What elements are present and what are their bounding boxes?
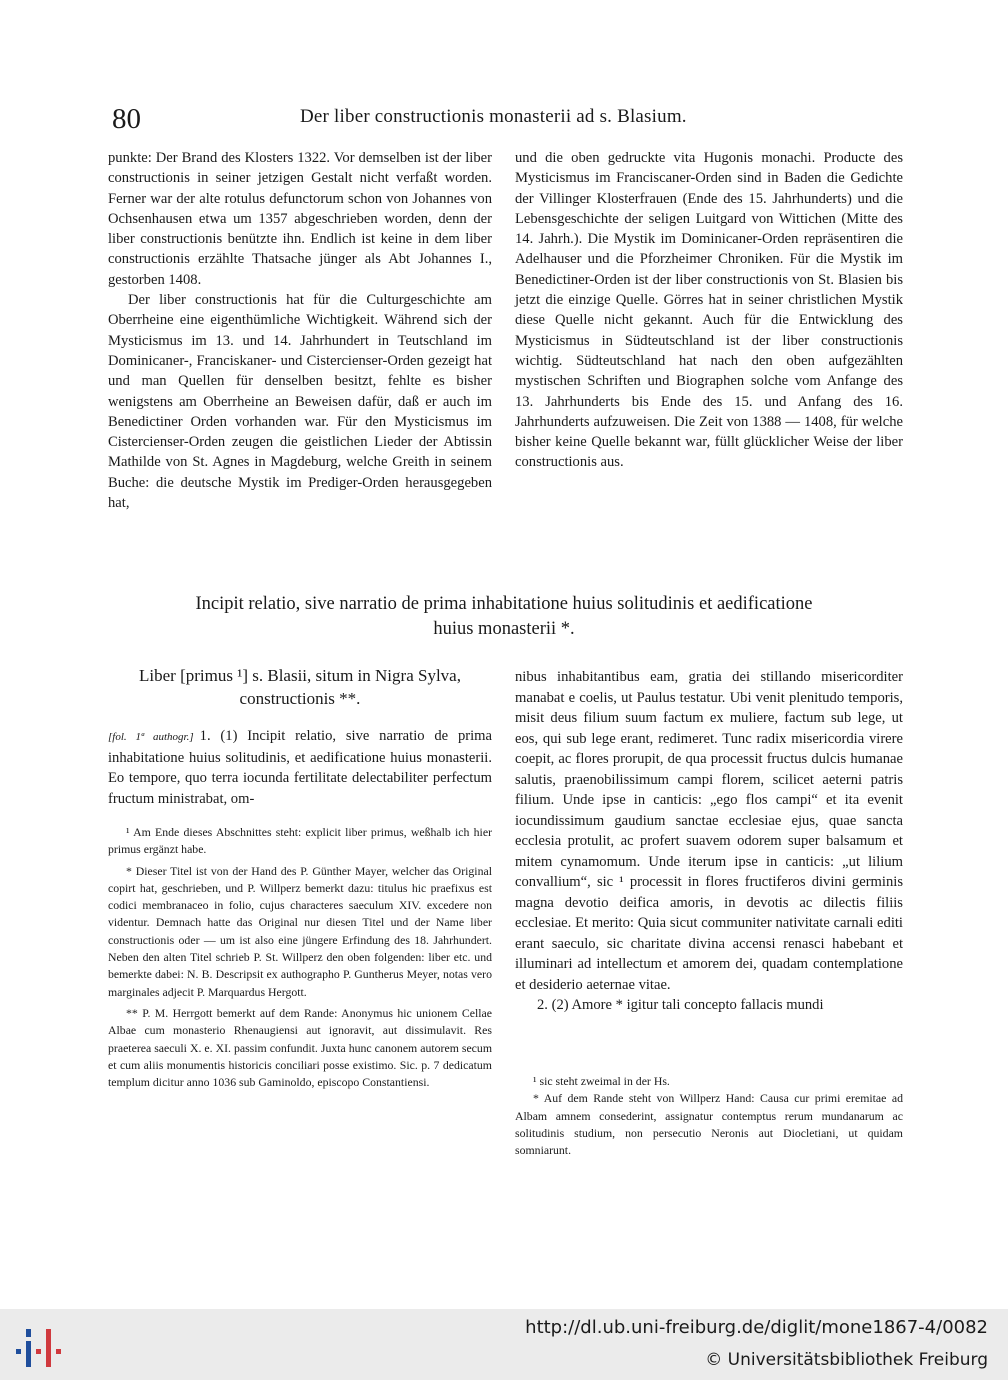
latin-paragraph: nibus inhabitantibus eam, gratia dei stillando misericorditer manabat e coelis, ut Paulus testatur. Ubi venit plenitudo temporis, misit deus filium suum factum ex muliere, factum sub lege, ut eos, qui sub lege erant, redimeret. Tunc radix misericordia virere coepit, ac flores prorupit, de qua processit fructus dulcis humanae salutis, praenobilissimum campi florem, scilicet aeterni patris filium. Unde ipse in canticis: „ego flos campi“ et ita evenit iocundissimum gaudium sanctae ecclesiae ejus, quae sancta ecclesia protulit, ac profert suavem odorem super balsamum et mitem cynamomum. Unde iterum ipse in canticis: „ut lilium convallium“, sic ¹ processit in flores fructiferos divini germinis magna devotio deifica amoris, in devotis ac dilectis filiis ecclesiae. Et merito: Quia sicut communiter nativitate carnali editi erant saeculo, sic charitate divina accensi renasci habebant et illuminari ad intellectum et amorem dei, quadam contemplatione et desiderio aeternae vitae. bbox=[515, 669, 903, 993]
footnote: ** P. M. Herrgott bemerkt auf dem Rande: Anonymus hic unionem Cellae Albae cum monasterio Rhenaugiensi aut ignoravit, aut dissimulavit. Res praeterea saeculi X. e. XI. passim confundit. Juxta hunc canonem autorem secum et cum aliis monumentis historicis conciliari posse existimo. Sic. p. 7 dedicatum templum dicitur anno 1036 sub Gaminoldo, episcopo Constantiensi. bbox=[108, 1005, 492, 1090]
section-title-line: Incipit relatio, sive narratio de prima inhabitatione huius solitudinis et aedificatione bbox=[195, 594, 813, 614]
copyright-notice: © Universitätsbibliothek Freiburg bbox=[705, 1350, 988, 1370]
footnote: * Dieser Titel ist von der Hand des P. Günther Mayer, welcher das Original copirt hat, geschrieben, und P. Willperz bemerkt dazu: titulus hic praefixus est codici membranaceo in folio, cujus characteres saeculum XIV. excedere non videntur. Demnach hatte das Original nur diesen Titel und der Name liber constructionis oder — um ist also eine jüngere Erfindung des 18. Jahrhundert. Neben den alten Titel schrieb P. St. Willperz den oben folgenden: liber etc. und bemerkte dabei: N. B. Descripsit ex authographo P. Guntherus Meyer, notas vero marginales adjecit P. Marquardus Hergott. bbox=[108, 863, 492, 999]
latin-paragraph: 2. (2) Amore * igitur tali concepto fallacis mundi bbox=[537, 997, 824, 1013]
latin-text-right bbox=[515, 667, 903, 1016]
running-head: Der liber constructionis monasterii ad s. Blasium. bbox=[300, 106, 687, 127]
paragraph: Der liber constructionis hat für die Culturgeschichte am Oberrheine eine eigenthümliche Wichtigkeit. Während sich der Mysticismus im 13. und 14. Jahrhundert in Teutschland im Dominicaner-, Franciskaner- und Cistercienser-Orden gezeigt hat und man Quellen für denselben besitzt, fehlte es bisher wenigstens am Oberrheine an Beweisen dafür, daß er auch im Benedictiner Orden vorhanden war. Für den Mysticismus im Cistercienser-Orden zeugen die geistlichen Lieder der Abtissin Mathilde von St. Agnes in Magdeburg, welche Greith in seinem Buche: die deutsche Mystik im Prediger-Orden herausgegeben hat, bbox=[108, 292, 492, 512]
permalink-url[interactable]: http://dl.ub.uni-freiburg.de/diglit/mone1867-4/0082 bbox=[525, 1317, 988, 1338]
ub-freiburg-logo-icon bbox=[14, 1327, 66, 1367]
section-title bbox=[130, 592, 878, 642]
footnotes-right bbox=[515, 1073, 903, 1159]
liber-heading bbox=[108, 664, 492, 710]
intro-column-right bbox=[515, 148, 903, 473]
footnote: * Auf dem Rande steht von Willperz Hand: Causa cur primi eremitae ad Albam amnem consederint, assignatur contemptus rerum mundanarum ac solitudinis studium, non persecutio Neronis aut Diocletiani, ut quidam somniarunt. bbox=[515, 1091, 903, 1158]
margin-note: [fol. 1ª authogr.] bbox=[108, 731, 194, 743]
footer-bar bbox=[0, 1309, 1008, 1380]
paragraph: und die oben gedruckte vita Hugonis monachi. Producte des Mysticismus im Franciscaner-Orden sind in Baden die Gedichte der Villinger Klosterfrauen (Ende des 15. Jahrhunderts) und die Lebensgeschichte der seligen Luitgard von Wittichen (Mitte des 14. Jahrh.). Die Mystik im Dominicaner-Orden repräsentiren die Adelhauser und die Pforzheimer Chroniken. Für die Mystik im Benedictiner-Orden ist der liber constructionis von St. Blasien bis jetzt die einzige Quelle. Görres hat in seiner christlichen Mystik diese Quelle nicht gekannt. Auch für die Entwicklung des Mysticismus in Südteutschland ist der liber constructionis wichtig. Südteutschland hat nach den oben aufgezählten mystischen Schriften und Biographen solche vom Anfange des 13. Jahrhunderts bis Ende des 15. und Anfang des 16. Jahrhunderts aufzuweisen. Die Zeit von 1388 — 1408, für welche bisher keine Quelle bekannt war, füllt glücklicher Weise der liber constructionis aus. bbox=[515, 150, 903, 471]
section-title-line: huius monasterii *. bbox=[433, 619, 575, 639]
latin-text-left bbox=[108, 726, 492, 809]
intro-column-left bbox=[108, 148, 492, 513]
footnotes-left bbox=[108, 824, 492, 1095]
liber-heading-line: Liber [primus ¹] s. Blasii, situm in Nigra Sylva, bbox=[139, 666, 461, 685]
liber-heading-line: constructionis **. bbox=[239, 689, 361, 708]
footnote: ¹ sic steht zweimal in der Hs. bbox=[533, 1074, 670, 1088]
paragraph: punkte: Der Brand des Klosters 1322. Vor demselben ist der liber constructionis in seiner jetzigen Gestalt nicht verfaßt worden. Ferner war der alte rotulus defunctorum schon von Johannes von Ochsenhausen etwa um 1357 abgeschrieben worden, denn der liber constructionis benützte ihn. Endlich ist keine in dem liber constructionis erzählte Thatsache jünger als Abt Johannes I., gestorben 1408. bbox=[108, 150, 492, 288]
footnote: ¹ Am Ende dieses Abschnittes steht: explicit liber primus, weßhalb ich hier primus ergänzt habe. bbox=[108, 825, 492, 857]
latin-paragraph: 1. (1) Incipit relatio, sive narratio de prima inhabitatione huius solitudinis, et aedificatione huius monasterii. Eo tempore, quo terra iocunda fertilitate delectabiliter perfectum fructum ministrabat, om- bbox=[108, 728, 492, 807]
page-number: 80 bbox=[112, 103, 141, 135]
